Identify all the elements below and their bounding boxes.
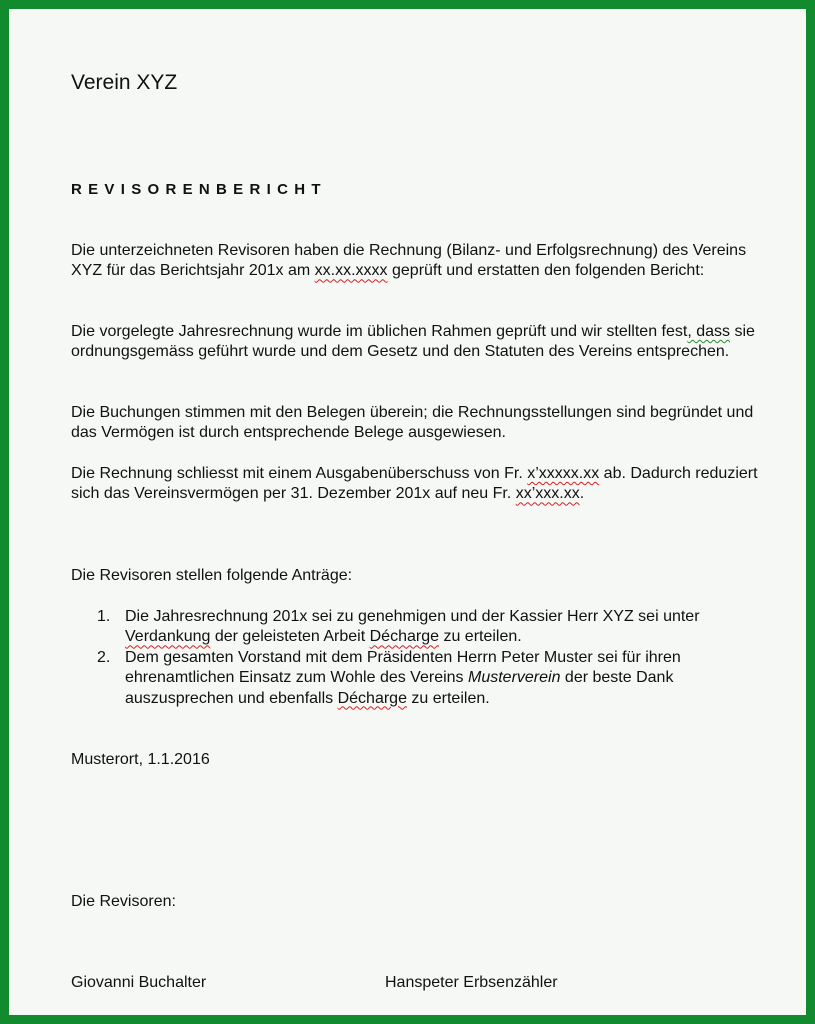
organization-name: Verein XYZ [71, 71, 178, 94]
review-paragraph: Die vorgelegte Jahresrechnung wurde im üblichen Rahmen geprüft und wir stellten fest, dass sie ordnungsgemäss geführt wurde und dem Gesetz und den Statuten des Vereins entsprechen. [71, 323, 755, 361]
report-title: REVISORENBERICHT [71, 181, 327, 198]
date-placeholder: xx.xx.xxxx [314, 262, 388, 280]
bookings-paragraph: Die Buchungen stimmen mit den Belegen überein; die Rechnungsstellungen sind begründet und das Vermögen ist durch entsprechende Belege ausgewiesen. [71, 404, 754, 442]
deficit-amount: x’xxxxx.xx [527, 465, 600, 482]
motion-item: 1. Die Jahresrechnung 201x sei zu genehmigen und der Kassier Herr XYZ sei unter Verdankung der geleisteten Arbeit Décharge zu erteilen. [97, 608, 700, 646]
motion-item: 2. Dem gesamten Vorstand mit dem Präsidenten Herrn Peter Muster sei für ihren ehrenamtlichen Einsatz zum Wohle des Vereins Musterverein der beste Dank auszusprechen und ebenfalls Décharge zu erteilen. [97, 648, 681, 707]
motion-number: 1. [97, 608, 111, 625]
assets-amount: xx’xxx.xx [515, 485, 580, 503]
signatures-label: Die Revisoren: [71, 893, 176, 910]
signatory-1: Giovanni Buchalter [71, 974, 207, 991]
place-date: Musterort, 1.1.2016 [71, 751, 210, 768]
intro-paragraph: Die unterzeichneten Revisoren haben die Rechnung (Bilanz- und Erfolgsrechnung) des Vereins XYZ für das Berichtsjahr 201x am xx.xx.xxxx geprüft und erstatten den folgenden Bericht: [71, 242, 747, 280]
motions-intro: Die Revisoren stellen folgende Anträge: [71, 567, 353, 584]
result-paragraph: Die Rechnung schliesst mit einem Ausgabenüberschuss von Fr. x’xxxxx.xx ab. Dadurch reduziert sich das Vereinsvermögen per 31. Dezember 201x auf neu Fr. xx’xxx.xx. [71, 465, 758, 503]
motion-number: 2. [97, 648, 111, 666]
motions-list [71, 607, 761, 709]
signatory-2: Hanspeter Erbsenzähler [385, 974, 558, 991]
